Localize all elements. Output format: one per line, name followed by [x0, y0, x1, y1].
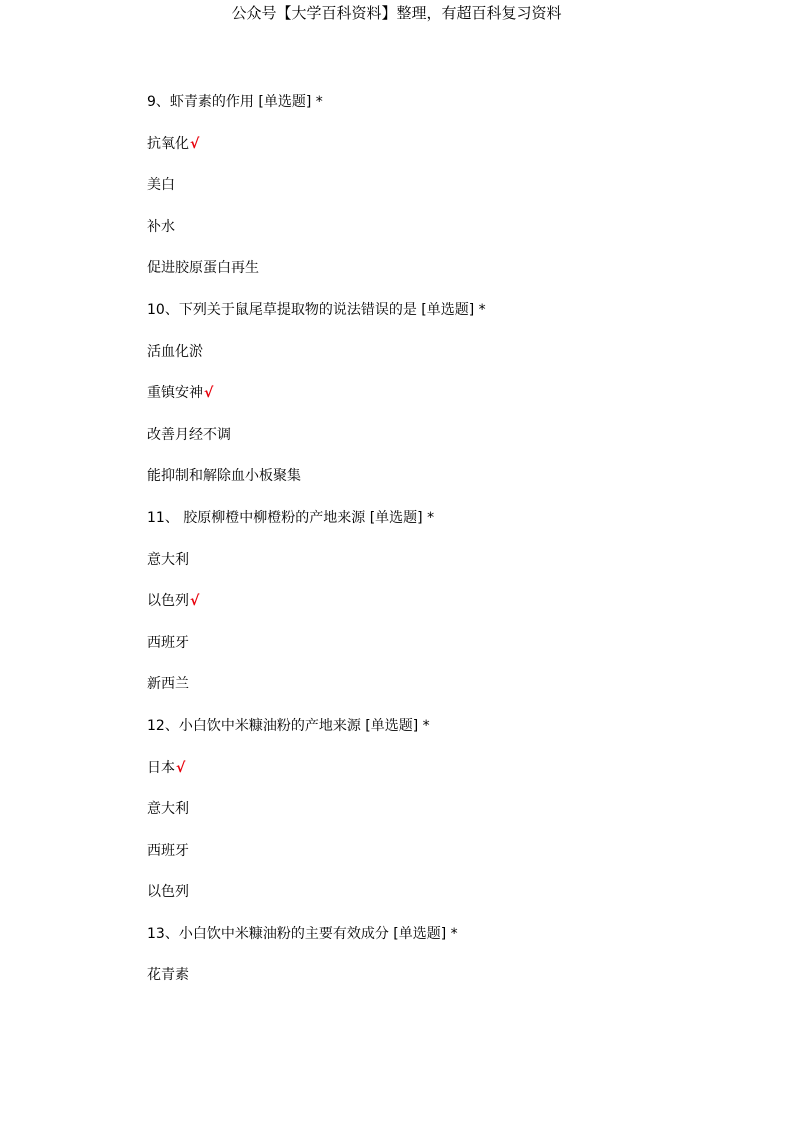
option-item — [147, 799, 707, 841]
option-label: 新西兰 — [147, 676, 189, 693]
option-item — [147, 882, 707, 924]
question-list — [147, 92, 707, 1007]
option-label: 重镇安神 — [147, 385, 203, 402]
option-label: 意大利 — [147, 551, 189, 568]
option-item — [147, 134, 707, 176]
option-item — [147, 258, 707, 300]
option-item — [147, 758, 707, 800]
option-item — [147, 466, 707, 508]
option-label: 补水 — [147, 218, 175, 235]
check-mark-icon: √ — [190, 135, 200, 152]
option-item — [147, 383, 707, 425]
option-label: 花青素 — [147, 967, 189, 984]
option-item — [147, 175, 707, 217]
option-label: 美白 — [147, 177, 175, 194]
option-label: 改善月经不调 — [147, 426, 231, 443]
question-title: 9、虾青素的作用 [单选题] * — [147, 94, 323, 110]
check-mark-icon: √ — [190, 593, 200, 610]
option-label: 能抑制和解除血小板聚集 — [147, 468, 301, 485]
option-label: 以色列 — [147, 884, 189, 901]
option-label: 意大利 — [147, 801, 189, 818]
option-item — [147, 342, 707, 384]
option-label: 活血化淤 — [147, 343, 203, 360]
question-title: 12、小白饮中米糠油粉的产地来源 [单选题] * — [147, 717, 430, 734]
option-label: 抗氧化 — [147, 135, 189, 152]
option-item — [147, 674, 707, 716]
option-item — [147, 965, 707, 1007]
option-label: 西班牙 — [147, 842, 189, 859]
option-label: 以色列 — [147, 593, 189, 610]
page-header: 公众号【大学百科资料】整理，有超百科复习资料 — [231, 4, 562, 22]
option-label: 日本 — [147, 759, 175, 776]
option-label: 促进胶原蛋白再生 — [147, 260, 259, 277]
option-item — [147, 591, 707, 633]
option-label: 西班牙 — [147, 634, 189, 651]
option-item — [147, 550, 707, 592]
check-mark-icon: √ — [204, 385, 214, 402]
option-item — [147, 217, 707, 259]
question-title: 11、 胶原柳橙中柳橙粉的产地来源 [单选题] * — [147, 509, 435, 526]
option-item — [147, 633, 707, 675]
question-title: 13、小白饮中米糠油粉的主要有效成分 [单选题] * — [147, 925, 458, 942]
option-item — [147, 425, 707, 467]
check-mark-icon: √ — [176, 759, 186, 776]
question-title: 10、下列关于鼠尾草提取物的说法错误的是 [单选题] * — [147, 301, 486, 318]
option-item — [147, 841, 707, 883]
